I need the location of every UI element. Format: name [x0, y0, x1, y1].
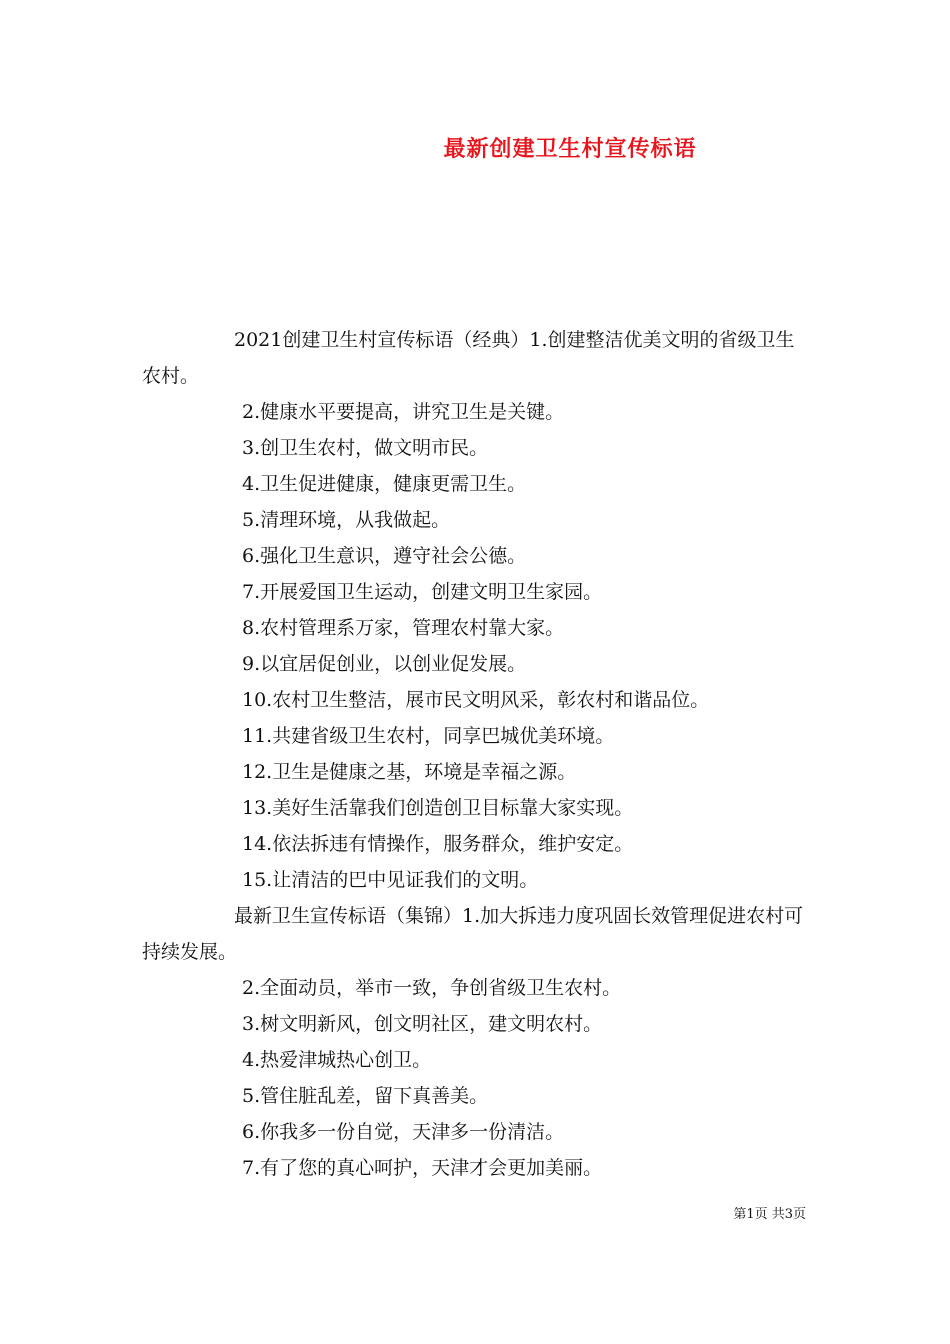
list-item: 3.创卫生农村，做文明市民。	[242, 437, 489, 459]
list-item: 2.健康水平要提高，讲究卫生是关键。	[242, 401, 565, 423]
list-item: 5.清理环境，从我做起。	[242, 509, 451, 531]
document-title: 最新创建卫生村宣传标语	[443, 136, 697, 162]
list-item: 9.以宜居促创业，以创业促发展。	[242, 653, 527, 675]
list-item: 15.让清洁的巴中见证我们的文明。	[242, 869, 539, 891]
list-item: 7.有了您的真心呵护，天津才会更加美丽。	[242, 1157, 603, 1179]
list-item: 4.卫生促进健康，健康更需卫生。	[242, 473, 527, 495]
list-item: 14.依法拆违有情操作，服务群众，维护安定。	[242, 833, 634, 855]
list-item: 3.树文明新风，创文明社区，建文明农村。	[242, 1013, 603, 1035]
page-number: 第1页 共3页	[733, 1207, 806, 1222]
list-item: 12.卫生是健康之基，环境是幸福之源。	[242, 761, 577, 783]
list-item: 13.美好生活靠我们创造创卫目标靠大家实现。	[242, 797, 634, 819]
list-item: 6.强化卫生意识，遵守社会公德。	[242, 545, 527, 567]
document-body	[142, 322, 810, 1186]
list-item: 7.开展爱国卫生运动，创建文明卫生家园。	[242, 581, 603, 603]
list-item: 6.你我多一份自觉，天津多一份清洁。	[242, 1121, 565, 1143]
list-item: 4.热爱津城热心创卫。	[242, 1049, 432, 1071]
list-item: 11.共建省级卫生农村，同享巴城优美环境。	[242, 725, 615, 747]
list-item: 8.农村管理系万家，管理农村靠大家。	[242, 617, 565, 639]
section1-intro: 2021创建卫生村宣传标语（经典）1.创建整洁优美文明的省级卫生农村。	[142, 329, 795, 387]
section2-intro: 最新卫生宣传标语（集锦）1.加大拆违力度巩固长效管理促进农村可持续发展。	[142, 905, 804, 963]
list-item: 10.农村卫生整洁，展市民文明风采，彰农村和谐品位。	[242, 689, 710, 711]
list-item: 2.全面动员，举市一致，争创省级卫生农村。	[242, 977, 622, 999]
list-item: 5.管住脏乱差，留下真善美。	[242, 1085, 489, 1107]
